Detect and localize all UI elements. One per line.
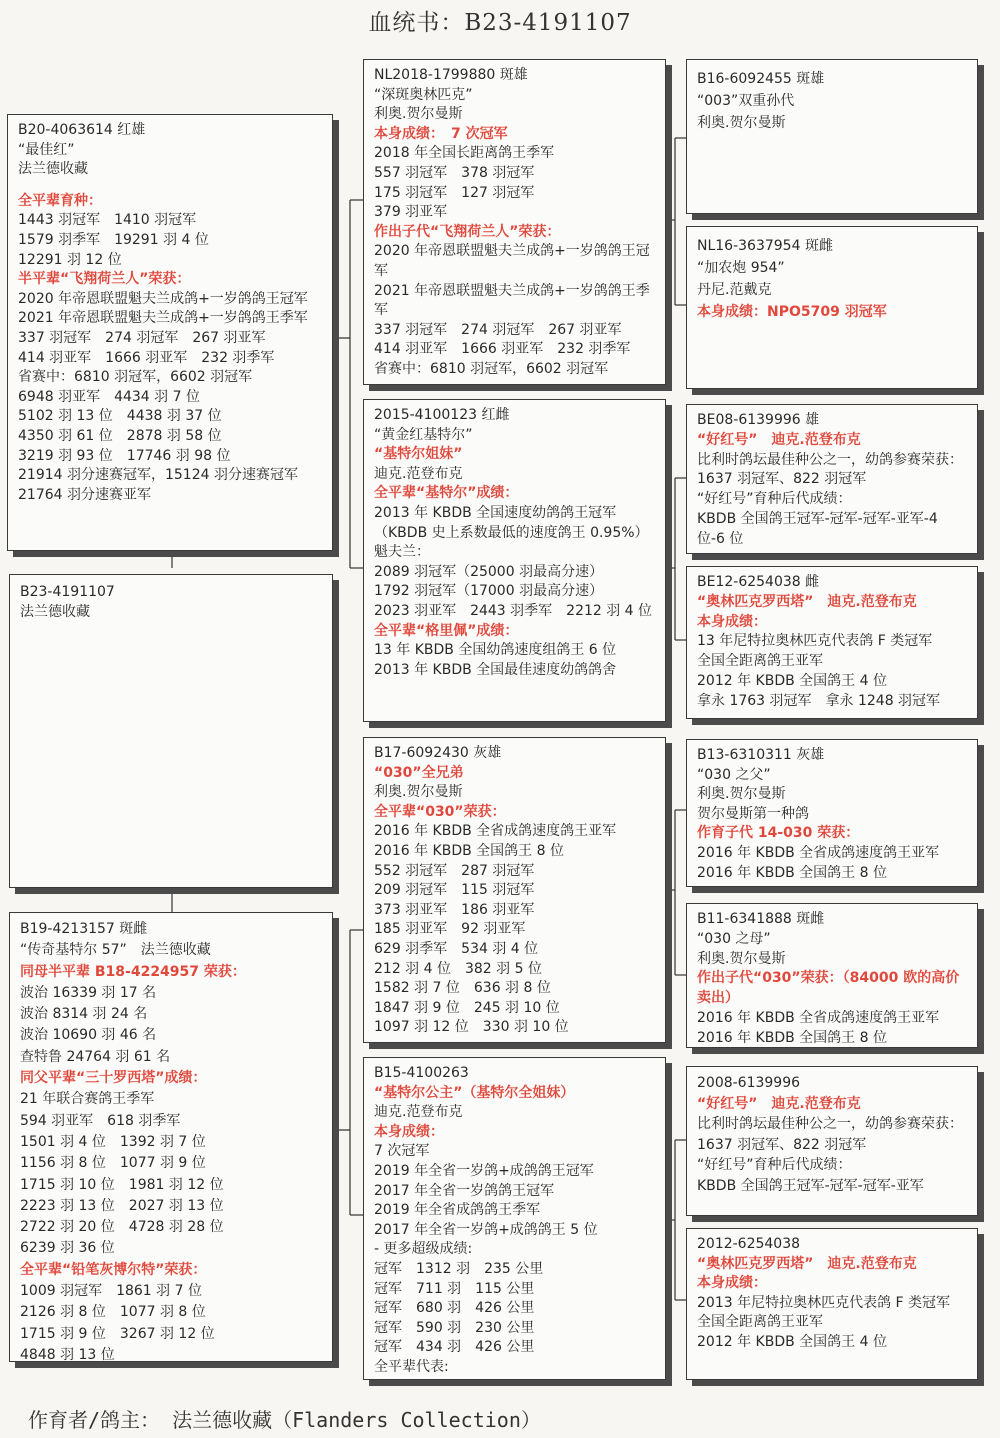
ring-number: B17-6092430 灰雄: [374, 745, 502, 761]
owner: 利奥.贺尔曼斯: [374, 784, 463, 801]
breeder-footer: 作育者/鸽主： 法兰德收藏（Flanders Collection）: [28, 1408, 541, 1432]
owner: 利奥.贺尔曼斯: [697, 115, 786, 131]
section-heading: 作出子代“030”荣获：（84000 欧的高价卖出）: [697, 970, 960, 1007]
pigeon-name: “003”双重孙代: [697, 93, 795, 109]
pigeon-name: “奥林匹克罗西塔” 迪克.范登布克: [697, 593, 917, 610]
dam-sire-sire-card: B13-6310311 灰雄 “030 之父” 利奥.贺尔曼斯 贺尔曼斯第一种鸽 作育子代 14-030 荣获： 2016 年 KBDB 全省成鸽速度鸽王亚军 2016 年 KBDB 全国鸽王 8 位: [686, 739, 978, 887]
dam-card: B19-4213157 斑雌 “传奇基特尔 57” 法兰德收藏 同母半平辈 B18-4224957 荣获： 波治 16339 羽 17 名 波治 8314 羽 24 名 波治 10690 羽 46 名 查特鲁 24764 羽 61 名 同父平辈“三十罗西塔”成绩： 21 年联合赛鸽王季军 594 羽亚军 618 羽季军 1501 羽 4 位 1392 羽 7 位 1156 羽 8 位 1077 羽 9 位 1715 羽 10 位 1981 羽 12 位 2223 羽 13 位 2027 羽 13 位 2722 羽 20 位 4728 羽 28 位 6239 羽 36 位 全平辈“铅笔灰博尔特”荣获： 1009 羽冠军 1861 羽 7 位 2126 羽 8 位 1077 羽 8 位 1715 羽 9 位 3267 羽 12 位 4848 羽 13 位: [9, 912, 333, 1362]
section-heading: 本身成绩：: [697, 1275, 767, 1292]
section-heading: 同母半平辈 B18-4224957 荣获：: [20, 963, 246, 980]
dam-sire-dam-card: B11-6341888 斑雌 “030 之母” 利奥.贺尔曼斯 作出子代“030”荣获：（84000 欧的高价卖出） 2016 年 KBDB 全省成鸽速度鸽王亚军 2016 年 KBDB 全国鸽王 8 位: [686, 903, 978, 1048]
sire-sire-card: NL2018-1799880 斑雄 “深斑奥林匹克” 利奥.贺尔曼斯 本身成绩： 7 次冠军 2018 年全国长距离鸽王季军 557 羽冠军 378 羽冠军 175 羽冠军 127 羽冠军 379 羽亚军 作出子代“飞翔荷兰人”荣获： 2020 年帝恩联盟魁夫兰成鸽+一岁鸽鸽王冠军 2021 年帝恩联盟魁夫兰成鸽+一岁鸽鸽王季军 337 羽冠军 274 羽冠军 267 羽亚军 414 羽亚军 1666 羽亚军 232 羽季军 省赛中：6810 羽冠军，6602 羽冠军: [363, 59, 666, 385]
ring-number: NL16-3637954 斑雌: [697, 238, 833, 254]
sire-dam-sire-card: BE08-6139996 雄 “好红号” 迪克.范登布克 比利时鸽坛最佳种公之一，幼鸽参赛荣获：1637 羽冠军、822 羽冠军 “好红号”育种后代成绩： KBDB 全国鸽王冠军-冠军-冠军-亚军-4 位-6 位: [686, 404, 978, 554]
ring-number: B13-6310311 灰雄: [697, 747, 825, 763]
pigeon-name: “好红号” 迪克.范登布克: [697, 1095, 861, 1112]
owner: 利奥.贺尔曼斯: [374, 106, 463, 123]
sire-dam-card: 2015-4100123 红雌 “黄金红基特尔” “基特尔姐妹” 迪克.范登布克 全平辈“基特尔”成绩： 2013 年 KBDB 全国速度幼鸽鸽王冠军（KBDB 史上系数最低的速度鸽王 0.95%） 魁夫兰： 2089 羽冠军（25000 羽最高分速） 1792 羽冠军（17000 羽最高分速） 2023 羽亚军 2443 羽季军 2212 羽 4 位 全平辈“格里佩”成绩： 13 年 KBDB 全国幼鸽速度组鸽王 6 位 2013 年 KBDB 全国最佳速度幼鸽鸽舍: [363, 399, 666, 722]
section-heading: 本身成绩： 7 次冠军: [374, 125, 508, 142]
section-heading: 全平辈“基特尔”成绩：: [374, 485, 519, 502]
section-heading: 全平辈“铅笔灰博尔特”荣获：: [20, 1261, 207, 1278]
owner: 丹尼.范戴克: [697, 282, 772, 298]
section-heading: 本身成绩：: [374, 1123, 444, 1140]
section-heading: 全平辈“030”荣获：: [374, 803, 506, 820]
section-heading: 全平辈“格里佩”成绩：: [374, 622, 519, 639]
ring-number: B23-4191107: [20, 584, 115, 600]
section-heading: 半平辈“飞翔荷兰人”荣获：: [18, 271, 191, 288]
pigeon-name: “最佳红”: [18, 141, 75, 158]
pigeon-name: “传奇基特尔 57” 法兰德收藏: [20, 942, 211, 959]
sire-sire-dam-card: [686, 226, 978, 389]
ring-number: B16-6092455 斑雄: [697, 71, 825, 87]
pigeon-nickname: “基特尔姐妹”: [374, 446, 463, 463]
pigeon-name: “加农炮 954”: [697, 260, 785, 276]
pigeon-name: “030”全兄弟: [374, 764, 464, 781]
section-heading: 本身成绩：: [697, 613, 767, 630]
ring-number: B19-4213157 斑雌: [20, 921, 148, 937]
section-heading: 作出子代“飞翔荷兰人”荣获：: [374, 223, 561, 240]
ring-number: BE08-6139996 雄: [697, 412, 820, 428]
dam-dam-dam-card: 2012-6254038 “奥林匹克罗西塔” 迪克.范登布克 本身成绩： 2013 年尼特拉奥林匹克代表鸽 F 类冠军 全国全距离鸽王亚军 2012 年 KBDB 全国鸽王 4 位: [686, 1228, 978, 1380]
ring-number: B11-6341888 斑雌: [697, 911, 825, 927]
owner: 迪克.范登布克: [374, 1104, 463, 1121]
ring-number: B20-4063614 红雄: [18, 122, 146, 138]
owner: 迪克.范登布克: [374, 465, 463, 482]
owner: 利奥.贺尔曼斯: [697, 950, 786, 967]
sire-sire-sire-card: [686, 59, 978, 214]
pigeon-name: “030 之父”: [697, 766, 771, 783]
sire-card: B20-4063614 红雄 “最佳红” 法兰德收藏 全平辈育种： 1443 羽冠军 1410 羽冠军 1579 羽季军 19291 羽 4 位 12291 羽 12 位 半平辈“飞翔荷兰人”荣获： 2020 年帝恩联盟魁夫兰成鸽+一岁鸽鸽王冠军 2021 年帝恩联盟魁夫兰成鸽+一岁鸽鸽王季军 337 羽冠军 274 羽冠军 267 羽亚军 414 羽亚军 1666 羽亚军 232 羽季军 省赛中：6810 羽冠军，6602 羽冠军 6948 羽亚军 4434 羽 7 位 5102 羽 13 位 4438 羽 37 位 4350 羽 61 位 2878 羽 58 位 3219 羽 93 位 17746 羽 98 位 21914 羽分速赛冠军，15124 羽分速赛冠军 21764 羽分速赛亚军: [7, 114, 333, 551]
pigeon-name: “基特尔公主”（基特尔全姐妹）: [374, 1084, 575, 1101]
section-heading: 本身成绩：NPO5709 羽冠军: [697, 304, 887, 320]
section-heading: 作育子代 14-030 荣获：: [697, 825, 860, 842]
owner: 法兰德收藏: [18, 161, 88, 178]
dam-dam-sire-card: 2008-6139996 “好红号” 迪克.范登布克 比利时鸽坛最佳种公之一，幼鸽参赛荣获：1637 羽冠军、822 羽冠军 “好红号”育种后代成绩： KBDB 全国鸽王冠军-冠军-冠军-亚军: [686, 1066, 978, 1216]
pigeon-name: “黄金红基特尔”: [374, 426, 473, 443]
ring-number: 2012-6254038: [697, 1236, 801, 1252]
subject-card: [9, 574, 333, 888]
sire-dam-dam-card: BE12-6254038 雌 “奥林匹克罗西塔” 迪克.范登布克 本身成绩： 13 年尼特拉奥林匹克代表鸽 F 类冠军 全国全距离鸽王亚军 2012 年 KBDB 全国鸽王 4 位 拿永 1763 羽冠军 拿永 1248 羽冠军: [686, 566, 978, 719]
pigeon-name: “好红号” 迪克.范登布克: [697, 431, 861, 448]
section-heading: 全平辈育种：: [18, 192, 102, 209]
owner: 利奥.贺尔曼斯: [697, 786, 786, 803]
ring-number: 2015-4100123 红雌: [374, 407, 510, 423]
ring-number: NL2018-1799880 斑雄: [374, 67, 528, 83]
pigeon-name: “030 之母”: [697, 930, 771, 947]
pigeon-name: “深斑奥林匹克”: [374, 86, 473, 103]
section-heading: 同父平辈“三十罗西塔”成绩：: [20, 1070, 207, 1087]
ring-number: B15-4100263: [374, 1065, 469, 1081]
dam-dam-card: B15-4100263 “基特尔公主”（基特尔全姐妹） 迪克.范登布克 本身成绩： 7 次冠军 2019 年全省一岁鸽+成鸽鸽王冠军 2017 年全省一岁鸽鸽王冠军 2019 年全省成鸽鸽王季军 2017 年全省一岁鸽+成鸽鸽王 5 位 - 更多超级成绩: 冠军 1312 羽 235 公里 冠军 711 羽 115 公里 冠军 680 羽 426 公里 冠军 590 羽 230 公里 冠军 434 羽 426 公里 全平辈代表:: [363, 1057, 666, 1380]
page-title: 血统书：B23-4191107: [368, 10, 632, 36]
pigeon-name: “奥林匹克罗西塔” 迪克.范登布克: [697, 1255, 917, 1272]
dam-sire-card: B17-6092430 灰雄 “030”全兄弟 利奥.贺尔曼斯 全平辈“030”荣获： 2016 年 KBDB 全省成鸽速度鸽王亚军 2016 年 KBDB 全国鸽王 8 位 552 羽冠军 287 羽冠军 209 羽冠军 115 羽冠军 373 羽亚军 186 羽亚军 185 羽亚军 92 羽亚军 629 羽季军 534 羽 4 位 212 羽 4 位 382 羽 5 位 1582 羽 7 位 636 羽 8 位 1847 羽 9 位 245 羽 10 位 1097 羽 12 位 330 羽 10 位: [363, 737, 666, 1043]
ring-number: BE12-6254038 雌: [697, 574, 820, 590]
ring-number: 2008-6139996: [697, 1075, 801, 1091]
owner: 法兰德收藏: [20, 603, 90, 620]
